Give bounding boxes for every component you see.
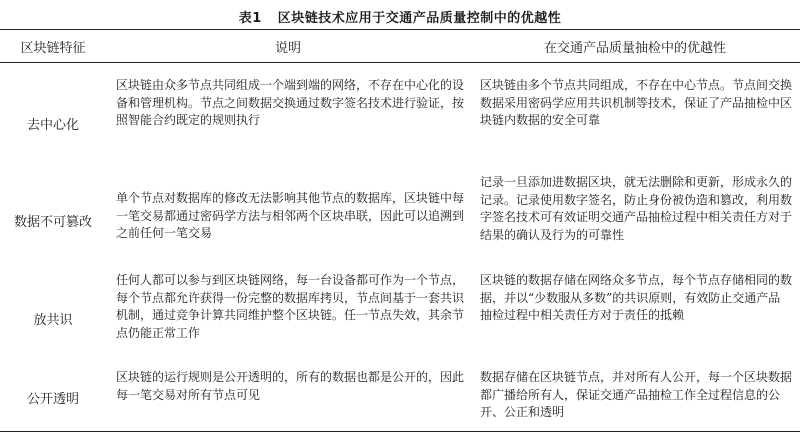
table-row	[0, 174, 800, 272]
description-cell: 任何人都可以参与到区块链网络，每一台设备都可作为一个节点，每个节点都允许获得一份完整的数据库拷贝，节点间基于一套共识机制，通过竞争计算共同维护整个区块链。任一节点失效，其余节点仍能正常工作	[116, 273, 465, 340]
table-caption	[0, 0, 800, 24]
description-cell: 区块链由众多节点共同组成一个端到端的网络，不存在中心化的设备和管理机构。节点之间数据交换通过数字签名技术进行验证，按照智能合约既定的规则执行	[116, 78, 465, 127]
table-row	[0, 369, 800, 432]
header-feature: 区块链特征	[0, 30, 106, 63]
feature-cell: 数据不可篡改	[13, 215, 92, 231]
advantage-cell: 记录一旦添加进数据区块，就无法删除和更新，形成永久的记录。记录使用数字签名，防止身份被伪造和篡改，利用数字签名技术可有效证明交通产品抽检过程中相关责任方对于结果的确认及行为的可靠性	[480, 175, 793, 242]
feature-cell: 放共识	[33, 312, 73, 328]
comparison-table	[0, 29, 800, 432]
description-cell: 区块链的运行规则是公开透明的，所有的数据也都是公开的，因此每一笔交易对所有节点可见	[106, 369, 470, 432]
feature-cell: 去中心化	[26, 117, 79, 133]
advantage-cell: 区块链的数据存储在网络众多节点，每个节点存储相同的数据，并以“少数服从多数”的共识原则，有效防止交通产品抽检过程中相关责任方对于责任的抵赖	[480, 273, 793, 322]
table-number: 表1	[238, 11, 262, 26]
header-advantage: 在交通产品质量抽检中的优越性	[470, 30, 800, 63]
table-row	[0, 272, 800, 369]
advantage-cell: 数据存储在区块链节点，并对所有人公开，每一个区块数据都广播给所有人，保证交通产品抽检工作全过程信息的公开、公正和透明	[470, 369, 800, 432]
description-cell	[106, 174, 470, 272]
table-title: 区块链技术应用于交通产品质量控制中的优越性	[277, 11, 562, 26]
feature-cell: 公开透明	[0, 369, 106, 432]
table-row	[0, 63, 800, 175]
advantage-cell: 区块链由多个节点共同组成，不存在中心节点。节点间交换数据采用密码学应用共识机制等技术，保证了产品抽检中区块链内数据的安全可靠	[480, 78, 793, 127]
description-text: 单个节点对数据库的修改无法影响其他节点的数据库，区块链中每一笔交易都通过密码学方法与相邻两个区块串联，因此可以追溯到之前任何一笔交易	[116, 191, 465, 240]
header-description: 说明	[106, 30, 470, 63]
table-header-row	[0, 30, 800, 63]
